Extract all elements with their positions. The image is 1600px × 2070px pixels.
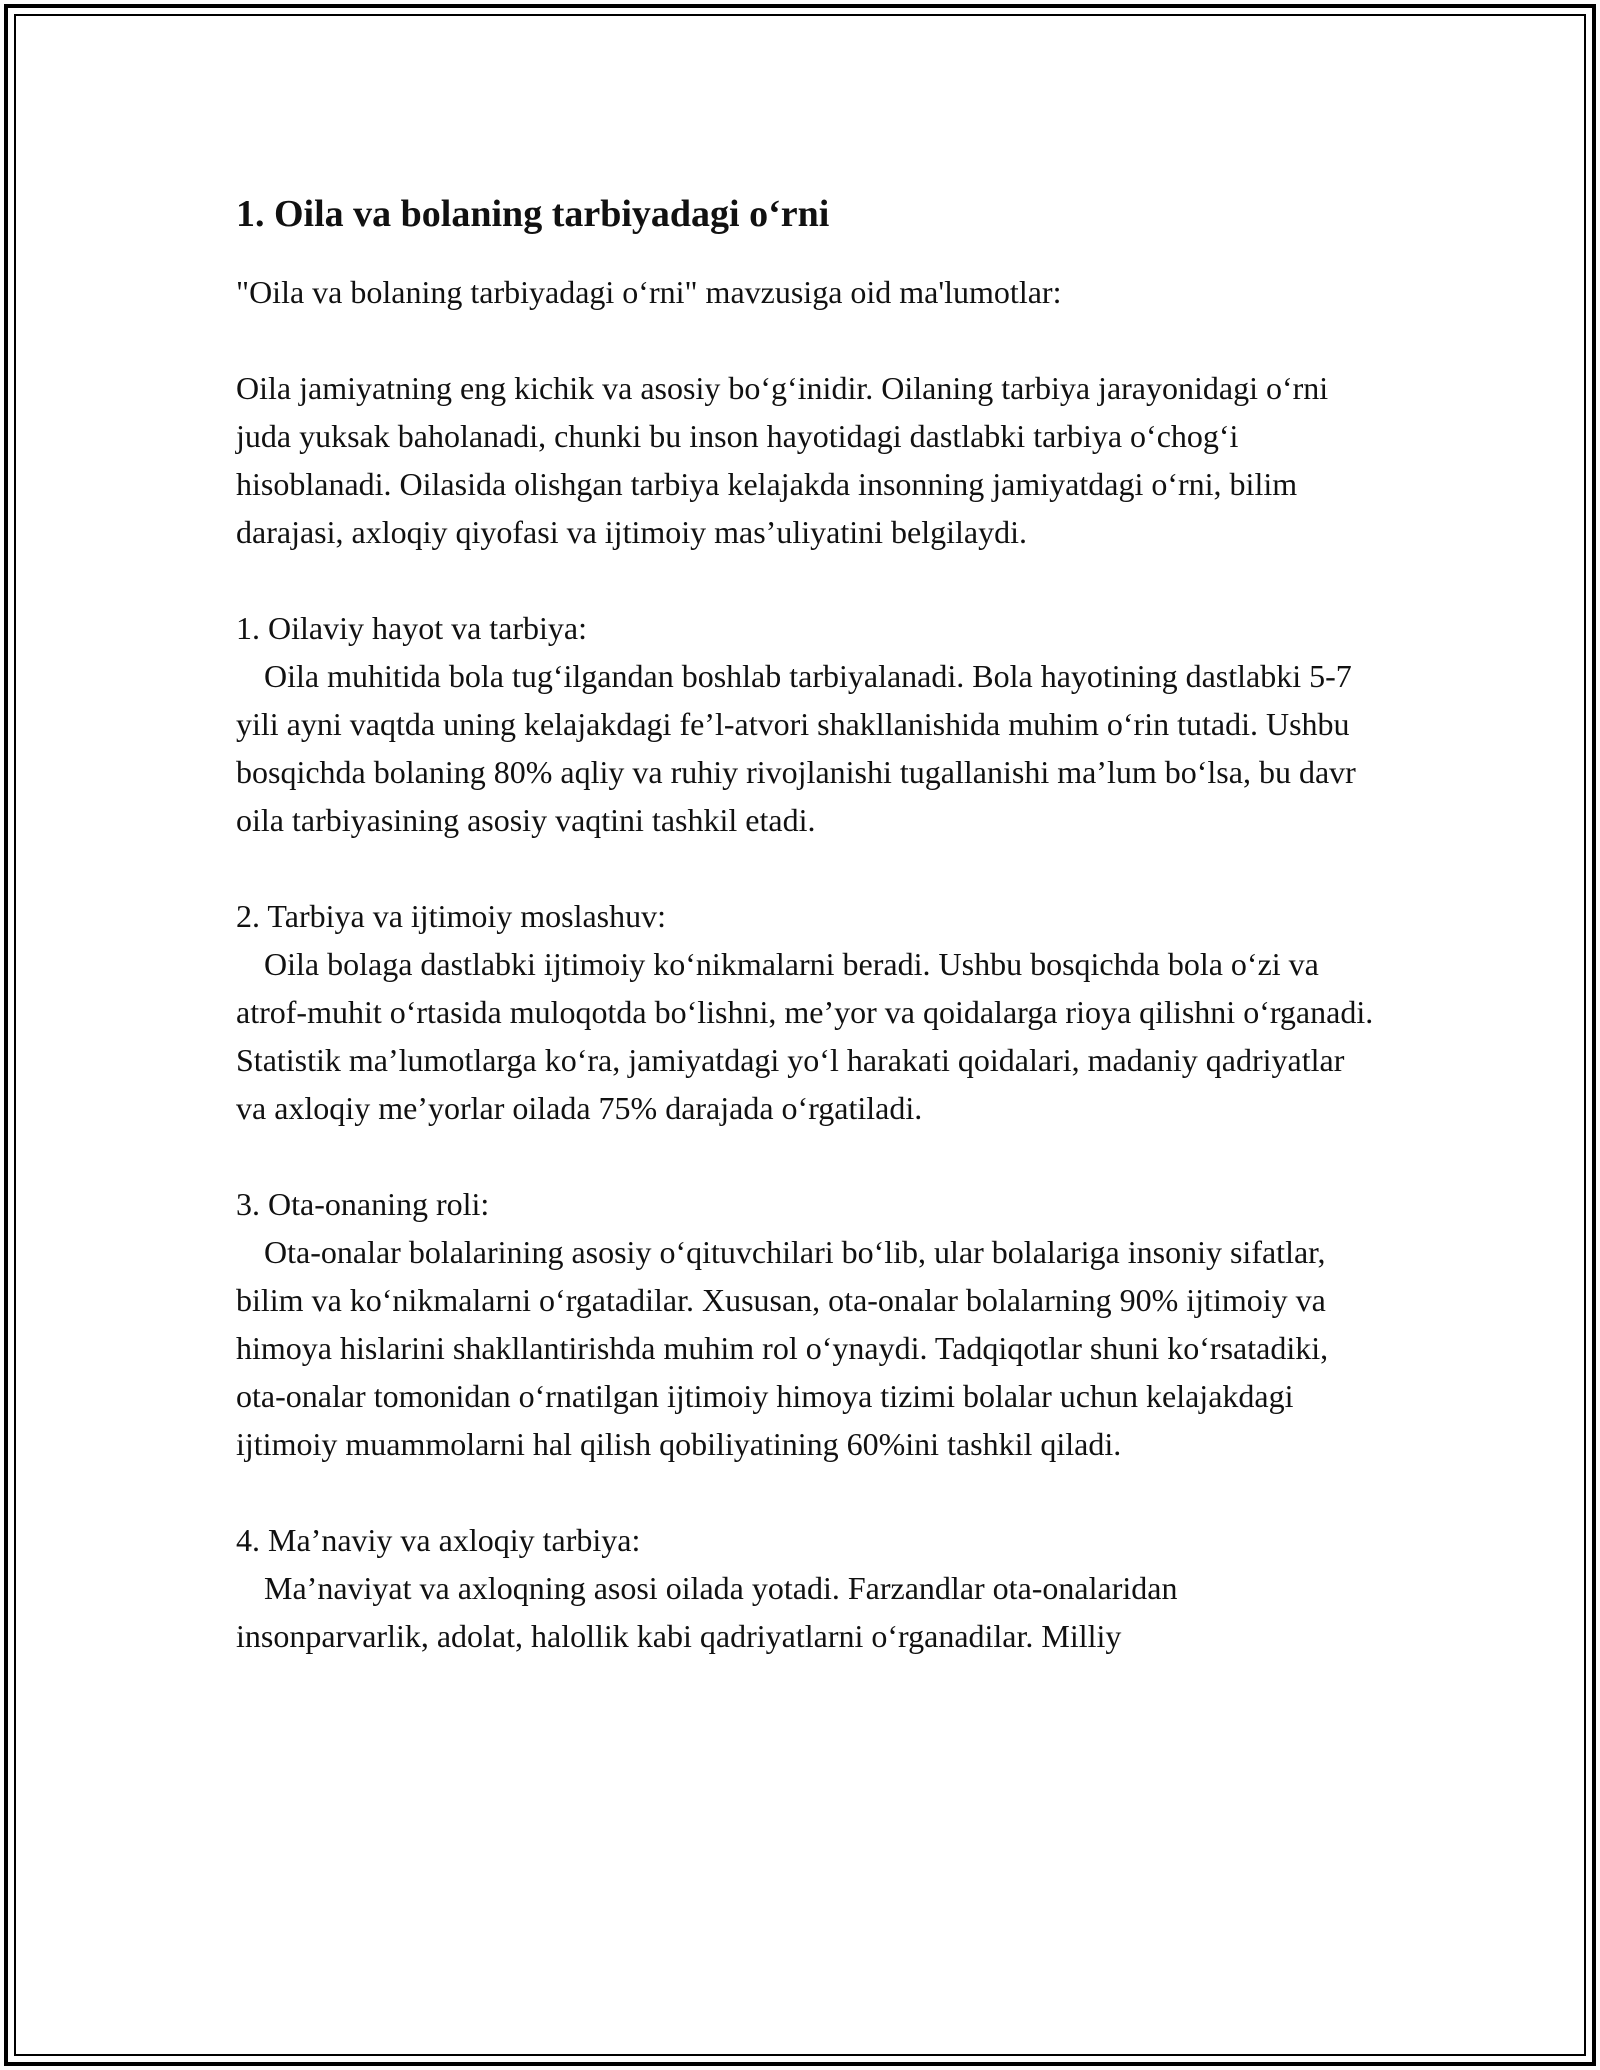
section-2	[236, 892, 1376, 1132]
section-1	[236, 604, 1376, 844]
section-4	[236, 1516, 1376, 1660]
section-body: Ota-onalar bolalarining asosiy o‘qituvchilari bo‘lib, ular bolalariga insoniy sifatlar, bilim va ko‘nikmalarni o‘rgatadilar. Xususan, ota-onalar bolalarning 90% ijtimoiy va himoya hislarini shakllantirishda muhim rol o‘ynaydi. Tadqiqotlar shuni ko‘rsatadiki, ota-onalar tomonidan o‘rnatilgan ijtimoiy himoya tizimi bolalar uchun kelajakdagi ijtimoiy muammolarni hal qilish qobiliyatining 60%ini tashkil qiladi.	[236, 1234, 1329, 1462]
section-body: Oila muhitida bola tug‘ilgandan boshlab tarbiyalanadi. Bola hayotining dastlabki 5-7 yili ayni vaqtda uning kelajakdagi fe’l-atvori shakllanishida muhim o‘rin tutadi. Ushbu bosqichda bolaning 80% aqliy va ruhiy rivojlanishi tugallanishi ma’lum bo‘lsa, bu davr oila tarbiyasining asosiy vaqtini tashkil etadi.	[236, 658, 1356, 838]
section-heading: 4. Ma’naviy va axloqiy tarbiya:	[236, 1522, 641, 1558]
section-3	[236, 1180, 1376, 1468]
intro-line: "Oila va bolaning tarbiyadagi o‘rni" mavzusiga oid ma'lumotlar:	[236, 274, 1062, 310]
intro-paragraph: Oila jamiyatning eng kichik va asosiy bo‘g‘inidir. Oilaning tarbiya jarayonidagi o‘rni juda yuksak baholanadi, chunki bu inson hayotidagi dastlabki tarbiya o‘chog‘i hisoblanadi. Oilasida olishgan tarbiya kelajakda insonning jamiyatdagi o‘rni, bilim darajasi, axloqiy qiyofasi va ijtimoiy mas’uliyatini belgilaydi.	[236, 370, 1329, 550]
document-body	[236, 186, 1376, 1660]
section-body: Oila bolaga dastlabki ijtimoiy ko‘nikmalarni beradi. Ushbu bosqichda bola o‘zi va atrof-muhit o‘rtasida muloqotda bo‘lishni, me’yor va qoidalarga rioya qilishni o‘rganadi. Statistik ma’lumotlarga ko‘ra, jamiyatdagi yo‘l harakati qoidalari, madaniy qadriyatlar va axloqiy me’yorlar oilada 75% darajada o‘rgatiladi.	[236, 946, 1374, 1126]
section-heading: 2. Tarbiya va ijtimoiy moslashuv:	[236, 898, 667, 934]
section-heading: 1. Oilaviy hayot va tarbiya:	[236, 610, 588, 646]
section-body: Ma’naviyat va axloqning asosi oilada yotadi. Farzandlar ota-onalaridan insonparvarlik, adolat, halollik kabi qadriyatlarni o‘rganadilar. Milliy	[236, 1570, 1178, 1654]
document-title: 1. Oila va bolaning tarbiyadagi o‘rni	[236, 193, 830, 235]
section-heading: 3. Ota-onaning roli:	[236, 1186, 490, 1222]
